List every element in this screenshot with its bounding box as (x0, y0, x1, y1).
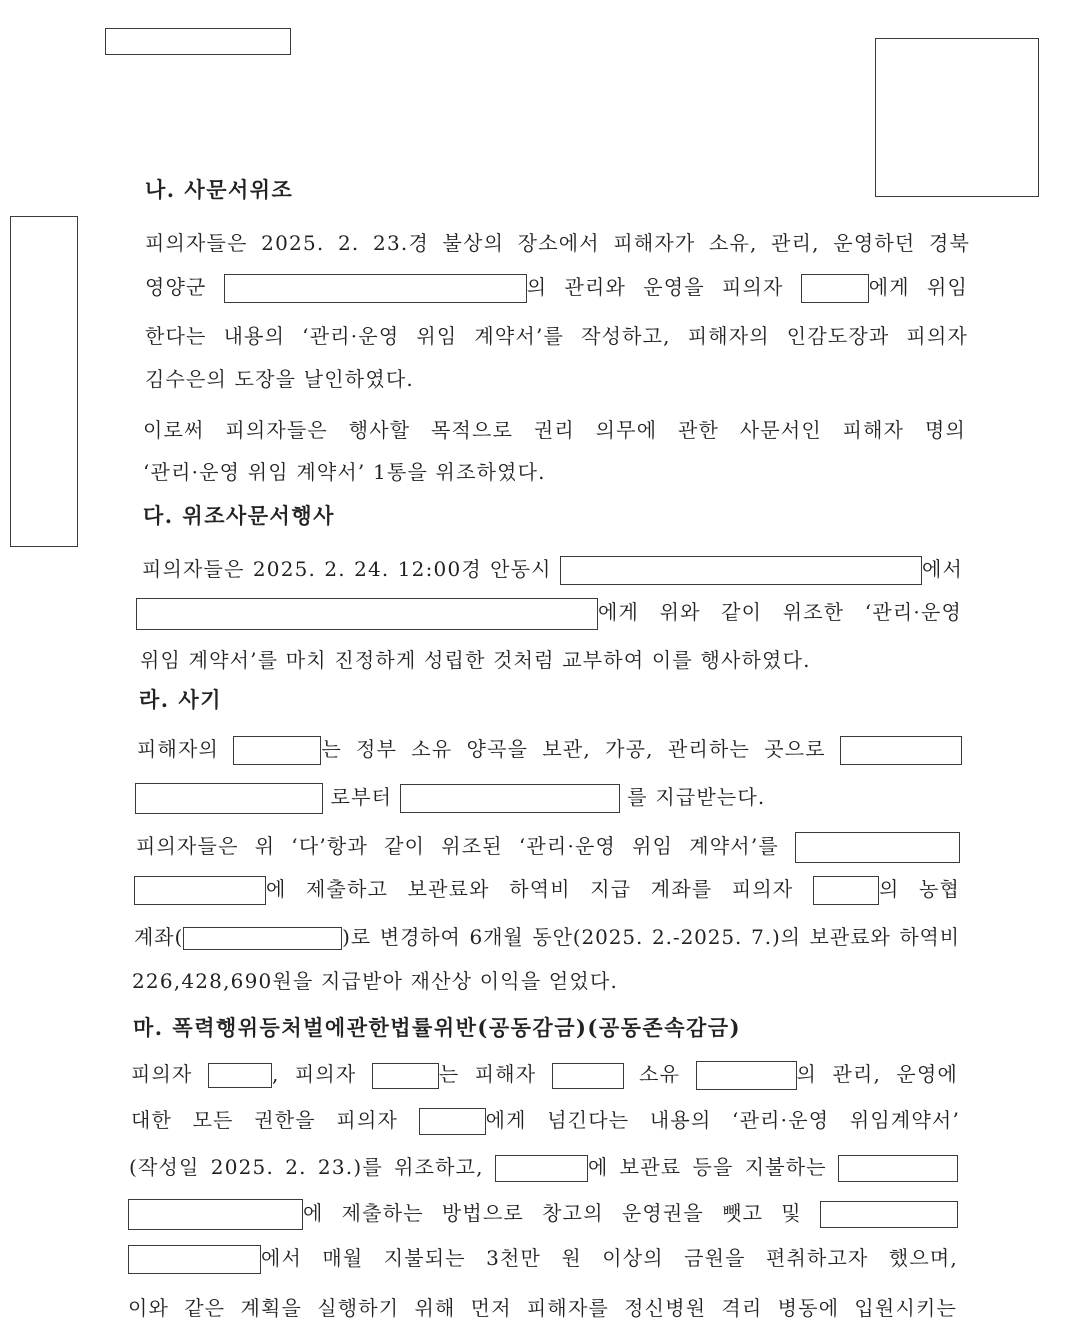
redaction-box (419, 1108, 486, 1135)
redaction-box (400, 784, 620, 813)
redaction-box (495, 1155, 588, 1182)
line-text: 에 보관료 등을 지불하는 (587, 1155, 827, 1179)
line-text: 영양군 (145, 275, 207, 299)
line-text: 는 피해자 (438, 1062, 537, 1086)
line-text: 한다는 내용의 ‘관리·운영 위임 계약서’를 작성하고, 피해자의 인감도장과 피의자 (145, 324, 968, 348)
paragraph-line (131, 1104, 960, 1136)
paragraph-line (145, 227, 970, 259)
line-text: 피의자들은 2025. 2. 24. 12:00경 안동시 (142, 557, 552, 581)
paragraph-line (136, 596, 962, 630)
paragraph-line (131, 1058, 958, 1090)
redaction-box (372, 1063, 439, 1089)
redaction-box-header (105, 28, 291, 55)
paragraph-line (145, 320, 968, 352)
redaction-box (696, 1061, 797, 1090)
paragraph-line (129, 1151, 958, 1183)
redaction-box (224, 274, 527, 303)
paragraph-line (134, 873, 960, 905)
redaction-box (560, 556, 922, 585)
redaction-box (208, 1063, 272, 1088)
paragraph-line (128, 1292, 957, 1324)
redaction-box (801, 274, 869, 303)
paragraph-line (128, 1197, 958, 1230)
line-text: 소유 (639, 1062, 681, 1086)
line-text: 대한 모든 권한을 피의자 (131, 1108, 398, 1132)
redaction-box (233, 736, 321, 765)
line-text: ‘관리·운영 위임 계약서’ 1통을 위조하였다. (143, 460, 546, 484)
paragraph-line (132, 965, 958, 997)
redaction-box (135, 783, 323, 814)
line-text: )로 변경하여 6개월 동안(2025. 2.-2025. 7.)의 보관료와 하역비 (342, 925, 960, 949)
paragraph-line (145, 271, 968, 303)
redaction-box (128, 1199, 303, 1230)
line-text: 계좌( (134, 925, 184, 949)
redaction-box (183, 927, 342, 950)
line-text: 이와 같은 계획을 실행하기 위해 먼저 피해자를 정신병원 격리 병동에 입원시키는 (128, 1296, 957, 1320)
line-text: 로부터 (330, 785, 393, 809)
line-text: 이로써 피의자들은 행사할 목적으로 권리 의무에 관한 사문서인 피해자 명의 (143, 418, 966, 442)
line-text: 는 정부 소유 양곡을 보관, 가공, 관리하는 곳으로 (321, 737, 826, 761)
redaction-box (136, 598, 598, 630)
line-text: 226,428,690원을 지급받아 재산상 이익을 얻었다. (132, 969, 619, 993)
line-text: 의 관리와 운영을 피의자 (526, 275, 784, 299)
paragraph-line (142, 553, 963, 585)
paragraph-line (143, 414, 966, 446)
paragraph-line (143, 456, 966, 488)
line-text: 에게 위임 (868, 275, 969, 299)
paragraph-line (137, 733, 962, 765)
redaction-box (813, 876, 879, 905)
line-text: 피의자들은 위 ‘다’항과 같이 위조된 ‘관리·운영 위임 계약서’를 (136, 834, 779, 858)
section-heading: 라. 사기 (139, 687, 222, 712)
redaction-box (795, 832, 960, 863)
line-text: , 피의자 (271, 1062, 357, 1086)
redaction-box-margin (10, 216, 78, 547)
redaction-box (128, 1245, 261, 1274)
line-text: 에게 위와 같이 위조한 ‘관리·운영 (598, 600, 962, 624)
line-text: 에서 매월 지불되는 3천만 원 이상의 금원을 편취하고자 했으며, (261, 1246, 958, 1270)
line-text: 에서 (921, 557, 963, 581)
line-text: 피의자 (131, 1062, 193, 1086)
redaction-box (840, 736, 962, 765)
redaction-box (552, 1063, 624, 1089)
paragraph-line (128, 1242, 958, 1274)
line-text: 위임 계약서’를 마치 진정하게 성립한 것처럼 교부하여 이를 행사하였다. (140, 648, 811, 672)
line-text: 에 제출하는 방법으로 창고의 운영권을 뺏고 및 (303, 1201, 802, 1225)
paragraph-line (145, 363, 968, 395)
paragraph-line (136, 830, 960, 863)
redaction-box (838, 1155, 958, 1182)
line-text: 를 지급받는다. (627, 785, 766, 809)
paragraph-line (140, 644, 962, 676)
line-text: 김수은의 도장을 날인하였다. (145, 367, 414, 391)
section-heading: 다. 위조사문서행사 (143, 503, 335, 528)
line-text: 피해자의 (137, 737, 220, 761)
line-text: 피의자들은 2025. 2. 23.경 불상의 장소에서 피해자가 소유, 관리, 운영하던 경북 (145, 231, 970, 255)
line-text: 에게 넘긴다는 내용의 ‘관리·운영 위임계약서’ (485, 1108, 961, 1132)
section-heading: 나. 사문서위조 (145, 177, 294, 202)
paragraph-line (135, 781, 960, 814)
redaction-box (134, 876, 266, 905)
line-text: 의 관리, 운영에 (796, 1062, 958, 1086)
line-text: 의 농협 (878, 877, 961, 901)
line-text: 에 제출하고 보관료와 하역비 지급 계좌를 피의자 (266, 877, 794, 901)
paragraph-line (134, 921, 960, 953)
section-heading: 마. 폭력행위등처벌에관한법률위반(공동감금)(공동존속감금) (133, 1015, 742, 1040)
line-text: (작성일 2025. 2. 23.)를 위조하고, (129, 1155, 484, 1179)
redaction-box (820, 1201, 958, 1228)
